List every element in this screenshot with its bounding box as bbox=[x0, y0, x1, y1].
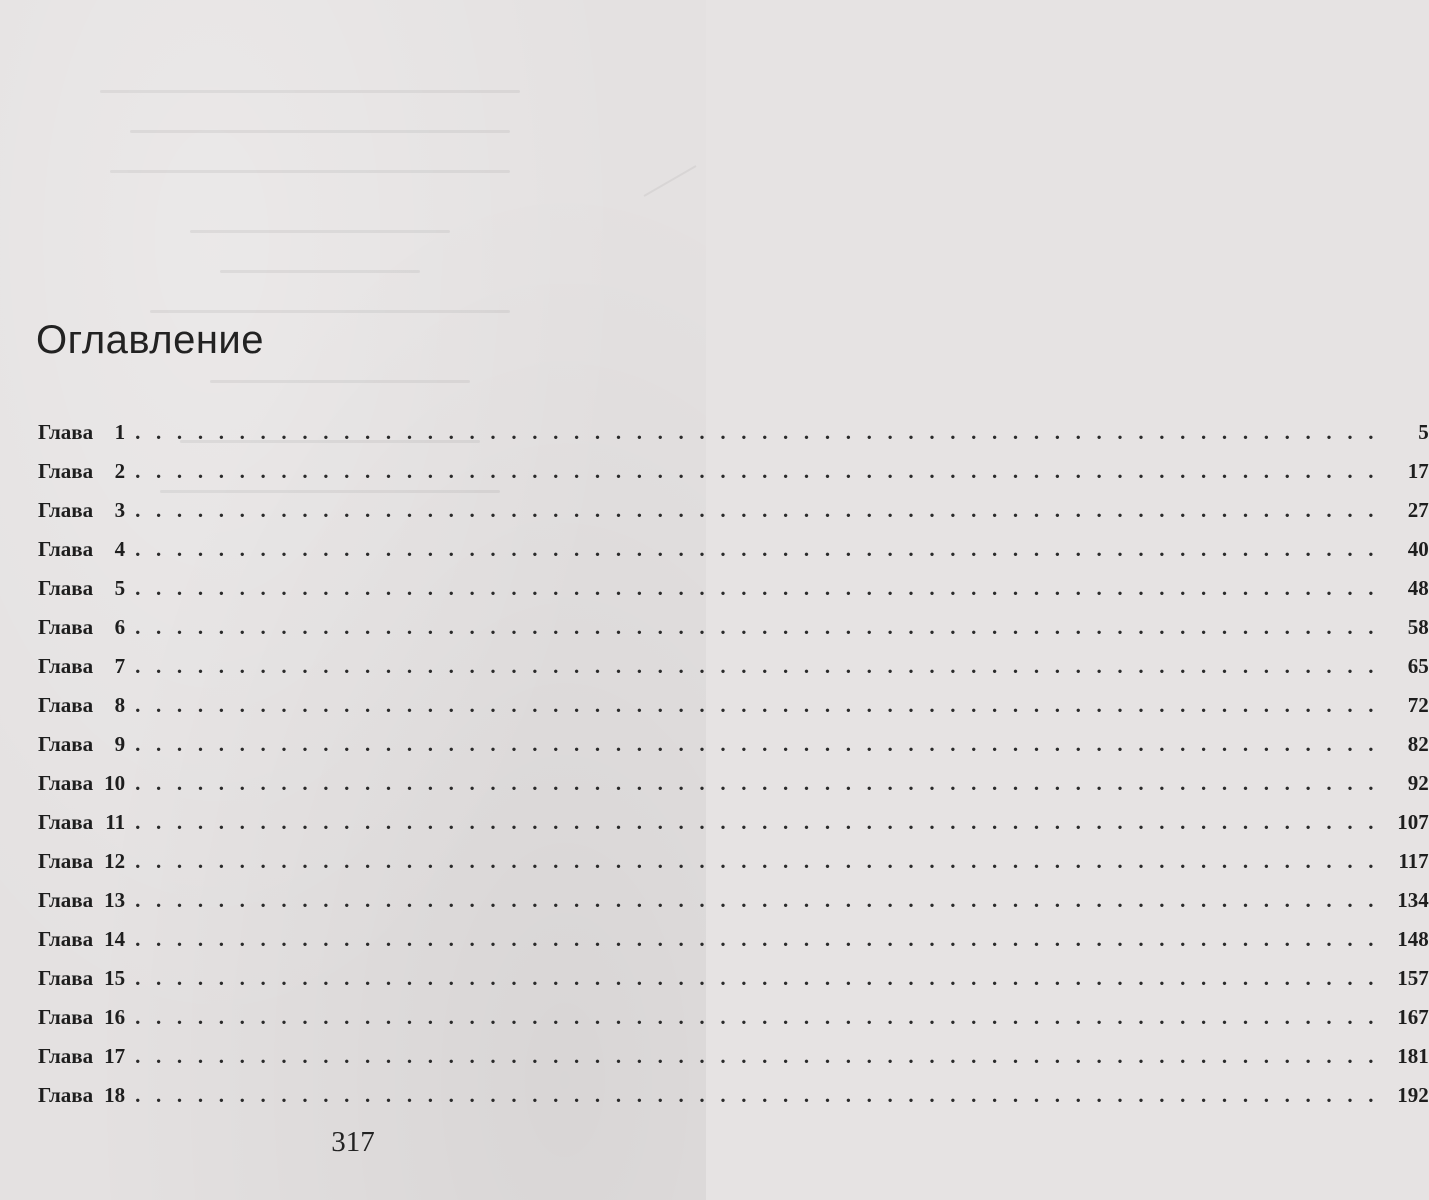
toc-entry-page: 117 bbox=[1398, 849, 1429, 873]
toc-entry bbox=[38, 420, 1429, 459]
toc-entry-label: Глава bbox=[38, 732, 94, 756]
toc-entry-chapter-number: 15 bbox=[104, 966, 126, 990]
toc-leader-dots: . . . . . . . . . . . . . . . . . . . . . . . . . . . . . . . . . . . . . . . . . . . . . . . . . . . . . . . . . . . . bbox=[135, 498, 1379, 522]
toc-entry bbox=[38, 615, 1429, 654]
toc-leader-dots: . . . . . . . . . . . . . . . . . . . . . . . . . . . . . . . . . . . . . . . . . . . . . . . . . . . . . . . . . . . . bbox=[135, 888, 1379, 912]
toc-leader-dots: . . . . . . . . . . . . . . . . . . . . . . . . . . . . . . . . . . . . . . . . . . . . . . . . . . . . . . . . . . . . bbox=[135, 459, 1379, 483]
toc-leader-dots: . . . . . . . . . . . . . . . . . . . . . . . . . . . . . . . . . . . . . . . . . . . . . . . . . . . . . . . . . . . . bbox=[135, 849, 1379, 873]
toc-entry-chapter-number: 3 bbox=[114, 498, 126, 522]
toc-entry-label: Глава bbox=[38, 693, 94, 717]
toc-entry-chapter-number: 7 bbox=[114, 654, 126, 678]
toc-entry-chapter-number: 5 bbox=[114, 576, 126, 600]
toc-entry-page: 5 bbox=[1418, 420, 1429, 444]
toc-entry bbox=[38, 888, 1429, 927]
toc-leader-dots: . . . . . . . . . . . . . . . . . . . . . . . . . . . . . . . . . . . . . . . . . . . . . . . . . . . . . . . . . . . . bbox=[135, 693, 1379, 717]
toc-entry-label: Глава bbox=[38, 1044, 94, 1068]
toc-leader-dots: . . . . . . . . . . . . . . . . . . . . . . . . . . . . . . . . . . . . . . . . . . . . . . . . . . . . . . . . . . . . bbox=[135, 966, 1379, 990]
toc-entry bbox=[38, 810, 1429, 849]
toc-entry-label: Глава bbox=[38, 420, 94, 444]
toc-entry-page: 72 bbox=[1407, 693, 1429, 717]
toc-entry-label: Глава bbox=[38, 615, 94, 639]
toc-entry-page: 148 bbox=[1397, 927, 1429, 951]
page-title: Оглавление bbox=[36, 318, 265, 362]
toc-entry-chapter-number: 18 bbox=[104, 1083, 126, 1107]
toc-entry-chapter-number: 14 bbox=[104, 927, 126, 951]
toc-entry-label: Глава bbox=[38, 771, 94, 795]
toc-entry-chapter-number: 12 bbox=[104, 849, 126, 873]
toc-entry-chapter-number: 13 bbox=[104, 888, 126, 912]
toc-entry-chapter-number: 9 bbox=[114, 732, 126, 756]
toc-leader-dots: . . . . . . . . . . . . . . . . . . . . . . . . . . . . . . . . . . . . . . . . . . . . . . . . . . . . . . . . . . . . bbox=[135, 537, 1379, 561]
toc-entry bbox=[38, 693, 1429, 732]
toc-entry-chapter-number: 17 bbox=[104, 1044, 126, 1068]
toc-entry bbox=[38, 1005, 1429, 1044]
toc-entry-label: Глава bbox=[38, 576, 94, 600]
toc-leader-dots: . . . . . . . . . . . . . . . . . . . . . . . . . . . . . . . . . . . . . . . . . . . . . . . . . . . . . . . . . . . . bbox=[135, 927, 1379, 951]
toc-entry-page: 107 bbox=[1397, 810, 1429, 834]
toc-entry-label: Глава bbox=[38, 849, 94, 873]
toc-entry-page: 181 bbox=[1397, 1044, 1429, 1068]
toc-leader-dots: . . . . . . . . . . . . . . . . . . . . . . . . . . . . . . . . . . . . . . . . . . . . . . . . . . . . . . . . . . . . bbox=[135, 576, 1379, 600]
toc-entry-label: Глава bbox=[38, 810, 94, 834]
toc-leader-dots: . . . . . . . . . . . . . . . . . . . . . . . . . . . . . . . . . . . . . . . . . . . . . . . . . . . . . . . . . . . . bbox=[135, 732, 1379, 756]
toc-leader-dots: . . . . . . . . . . . . . . . . . . . . . . . . . . . . . . . . . . . . . . . . . . . . . . . . . . . . . . . . . . . . bbox=[135, 1083, 1379, 1107]
toc-leader-dots: . . . . . . . . . . . . . . . . . . . . . . . . . . . . . . . . . . . . . . . . . . . . . . . . . . . . . . . . . . . . bbox=[135, 1005, 1379, 1029]
toc-entry-page: 92 bbox=[1407, 771, 1429, 795]
toc-entry-label: Глава bbox=[38, 654, 94, 678]
toc-entry-chapter-number: 8 bbox=[114, 693, 126, 717]
toc-entry-page: 48 bbox=[1407, 576, 1429, 600]
toc-entry bbox=[38, 537, 1429, 576]
toc-entry bbox=[38, 849, 1429, 888]
toc-entry bbox=[38, 654, 1429, 693]
toc-entry-chapter-number: 4 bbox=[114, 537, 126, 561]
toc-entry bbox=[38, 498, 1429, 537]
toc-entry bbox=[38, 1044, 1429, 1083]
toc-entry-page: 27 bbox=[1407, 498, 1429, 522]
toc-leader-dots: . . . . . . . . . . . . . . . . . . . . . . . . . . . . . . . . . . . . . . . . . . . . . . . . . . . . . . . . . . . . bbox=[135, 615, 1379, 639]
toc-leader-dots: . . . . . . . . . . . . . . . . . . . . . . . . . . . . . . . . . . . . . . . . . . . . . . . . . . . . . . . . . . . . bbox=[135, 810, 1379, 834]
toc-entry bbox=[38, 966, 1429, 1005]
toc-entry-page: 40 bbox=[1407, 537, 1429, 561]
toc-entry-label: Глава bbox=[38, 927, 94, 951]
toc-entry-chapter-number: 11 bbox=[105, 810, 126, 834]
toc-entry bbox=[38, 459, 1429, 498]
toc-leader-dots: . . . . . . . . . . . . . . . . . . . . . . . . . . . . . . . . . . . . . . . . . . . . . . . . . . . . . . . . . . . . bbox=[135, 771, 1379, 795]
toc-entry bbox=[38, 576, 1429, 615]
toc-entry-chapter-number: 10 bbox=[104, 771, 126, 795]
toc-entry-label: Глава bbox=[38, 888, 94, 912]
toc-entry-label: Глава bbox=[38, 537, 94, 561]
toc-entry-page: 82 bbox=[1407, 732, 1429, 756]
toc-entry-page: 17 bbox=[1407, 459, 1429, 483]
toc-entry-label: Глава bbox=[38, 498, 94, 522]
toc-entry-chapter-number: 6 bbox=[114, 615, 126, 639]
toc-entry-page: 192 bbox=[1397, 1083, 1429, 1107]
toc-entry-page: 65 bbox=[1407, 654, 1429, 678]
toc-entry-label: Глава bbox=[38, 966, 94, 990]
toc-entry-page: 134 bbox=[1397, 888, 1429, 912]
toc-entry-page: 58 bbox=[1407, 615, 1429, 639]
toc-entry bbox=[38, 1083, 1429, 1122]
toc-entry-label: Глава bbox=[38, 459, 94, 483]
toc-entry-chapter-number: 1 bbox=[114, 420, 126, 444]
toc-entry-chapter-number: 2 bbox=[114, 459, 126, 483]
toc-entry-page: 157 bbox=[1397, 966, 1429, 990]
toc-leader-dots: . . . . . . . . . . . . . . . . . . . . . . . . . . . . . . . . . . . . . . . . . . . . . . . . . . . . . . . . . . . . bbox=[135, 654, 1379, 678]
toc-entry-label: Глава bbox=[38, 1005, 94, 1029]
table-of-contents bbox=[38, 420, 1429, 1122]
toc-entry-chapter-number: 16 bbox=[104, 1005, 126, 1029]
toc-entry bbox=[38, 732, 1429, 771]
toc-leader-dots: . . . . . . . . . . . . . . . . . . . . . . . . . . . . . . . . . . . . . . . . . . . . . . . . . . . . . . . . . . . . bbox=[135, 1044, 1379, 1068]
toc-leader-dots: . . . . . . . . . . . . . . . . . . . . . . . . . . . . . . . . . . . . . . . . . . . . . . . . . . . . . . . . . . . . bbox=[135, 420, 1379, 444]
toc-entry bbox=[38, 771, 1429, 810]
page-number: 317 bbox=[331, 1126, 375, 1158]
toc-entry-label: Глава bbox=[38, 1083, 94, 1107]
toc-entry-page: 167 bbox=[1397, 1005, 1429, 1029]
toc-entry bbox=[38, 927, 1429, 966]
